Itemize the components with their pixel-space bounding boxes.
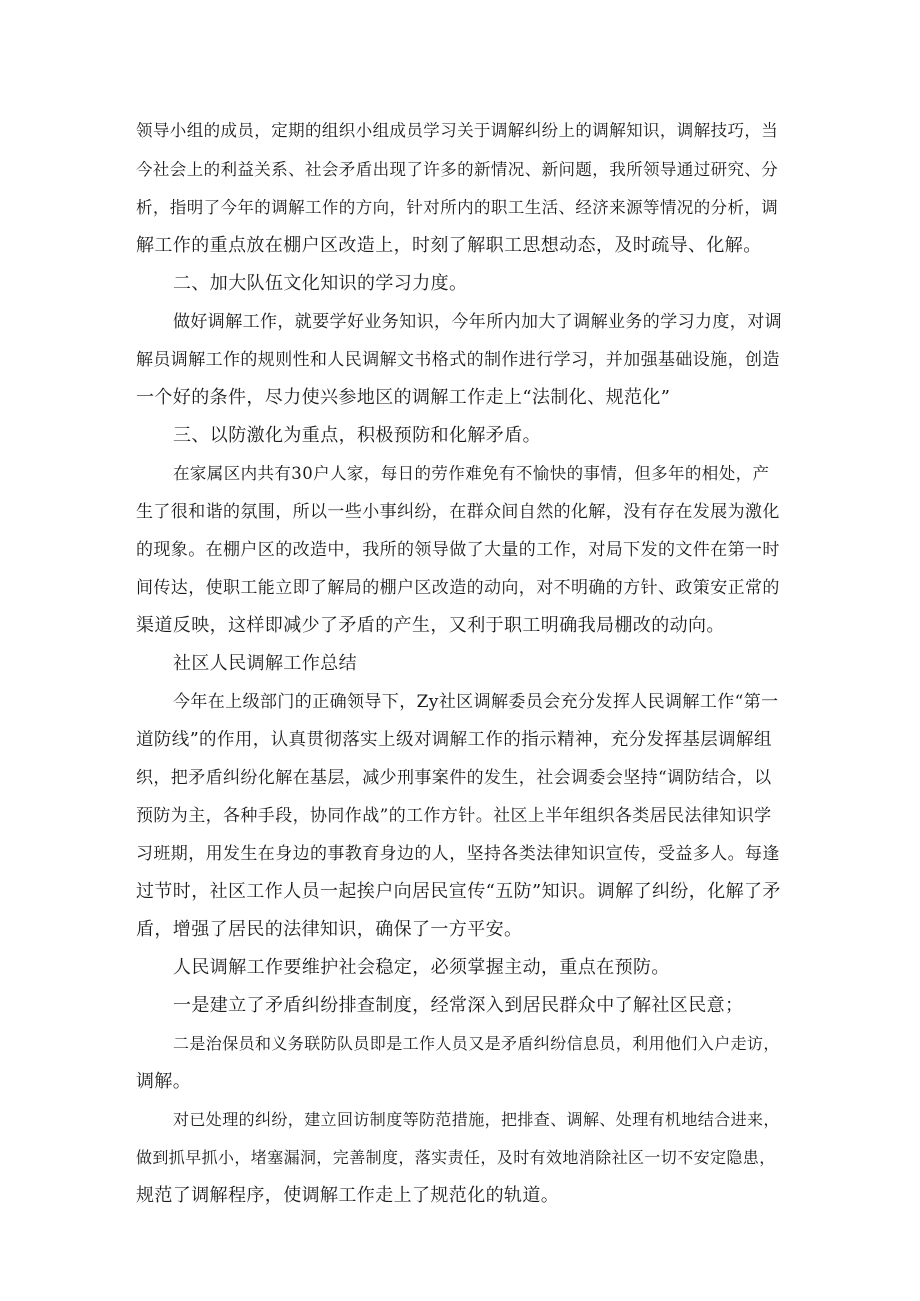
text-line: 盾，增强了居民的法律知识，确保了一方平安。 <box>136 919 523 940</box>
text-line: 过节时，社区工作人员一起挨户向居民宣传“五防”知识。调解了纠纷，化解了矛 <box>136 881 781 902</box>
text-line: 一是建立了矛盾纠纷排查制度，经常深入到居民群众中了解社区民意； <box>173 995 744 1016</box>
text-line: 规范了调解程序，使调解工作走上了规范化的轨道。 <box>136 1185 560 1206</box>
text-line: 领导小组的成员，定期的组织小组成员学习关于调解纠纷上的调解知识，调解技巧，当 <box>136 121 779 140</box>
text-line: 做好调解工作，就要学好业务知识，今年所内加大了调解业务的学习力度，对调 <box>173 312 782 332</box>
text-line: 今社会上的利益关系、社会矛盾出现了许多的新情况、新问题，我所领导通过研究、分 <box>136 160 779 179</box>
text-line: 析，指明了今年的调解工作的方向，针对所内的职工生活、经济来源等情况的分析，调 <box>136 198 779 217</box>
text-line: 间传达，使职工能立即了解局的棚户区改造的动向，对不明确的方针、政策安正常的 <box>136 578 780 598</box>
text-line: 习班期，用发生在身边的事教育身边的人，坚持各类法律知识宣传，受益多人。每逢 <box>136 844 780 864</box>
text-line: 人民调解工作要维护社会稳定，必须掌握主动，重点在预防。 <box>173 957 670 978</box>
text-line: 解工作的重点放在棚户区改造上，时刻了解职工思想动态，及时疏导、化解。 <box>136 235 762 256</box>
text-line: 调解。 <box>136 1071 192 1092</box>
section-heading: 三、以防激化为重点，积极预防和化解矛盾。 <box>173 425 541 446</box>
text-line: 二是治保员和义务联防队员即是工作人员又是矛盾纠纷信息员，利用他们入户走访， <box>173 1034 780 1053</box>
text-line: 道防线”的作用，认真贯彻落实上级对调解工作的指示精神，充分发挥基层调解组 <box>136 730 772 750</box>
text-line: 今年在上级部门的正确领导下，Zy社区调解委员会充分发挥人民调解工作“第一 <box>173 692 779 712</box>
text-line: 一个好的条件，尽力使兴参地区的调解工作走上“法制化、规范化” <box>136 387 671 408</box>
text-line: 解员调解工作的规则性和人民调解文书格式的制作进行学习，并加强基础设施，创造 <box>136 350 780 370</box>
text-line: 生了很和谐的氛围，所以一些小事纠纷，在群众间自然的化解，没有存在发展为激化 <box>136 502 780 522</box>
text-line: 的现象。在棚户区的改造中，我所的领导做了大量的工作，对局下发的文件在第一时 <box>136 540 780 560</box>
text-line: 预防为主，各种手段，协同作战”的工作方针。社区上半年组织各类居民法律知识学 <box>136 806 772 826</box>
document-title: 社区人民调解工作总结 <box>173 653 357 674</box>
section-heading: 二、加大队伍文化知识的学习力度。 <box>173 273 468 294</box>
text-line: 织，把矛盾纠纷化解在基层，减少刑事案件的发生，社会调委会坚持“调防结合，以 <box>136 768 772 788</box>
text-line: 在家属区内共有30户人家，每日的劳作难免有不愉快的事情，但多年的相处，产 <box>173 464 770 483</box>
text-line: 做到抓早抓小，堵塞漏洞，完善制度，落实责任，及时有效地消除社区一切不安定隐患， <box>136 1148 776 1167</box>
text-line: 渠道反映，这样即减少了矛盾的产生，又利于职工明确我局棚改的动向。 <box>136 615 725 636</box>
text-line: 对已处理的纠纷，建立回访制度等防范措施，把排查、调解、处理有机地结合进来， <box>173 1110 780 1129</box>
